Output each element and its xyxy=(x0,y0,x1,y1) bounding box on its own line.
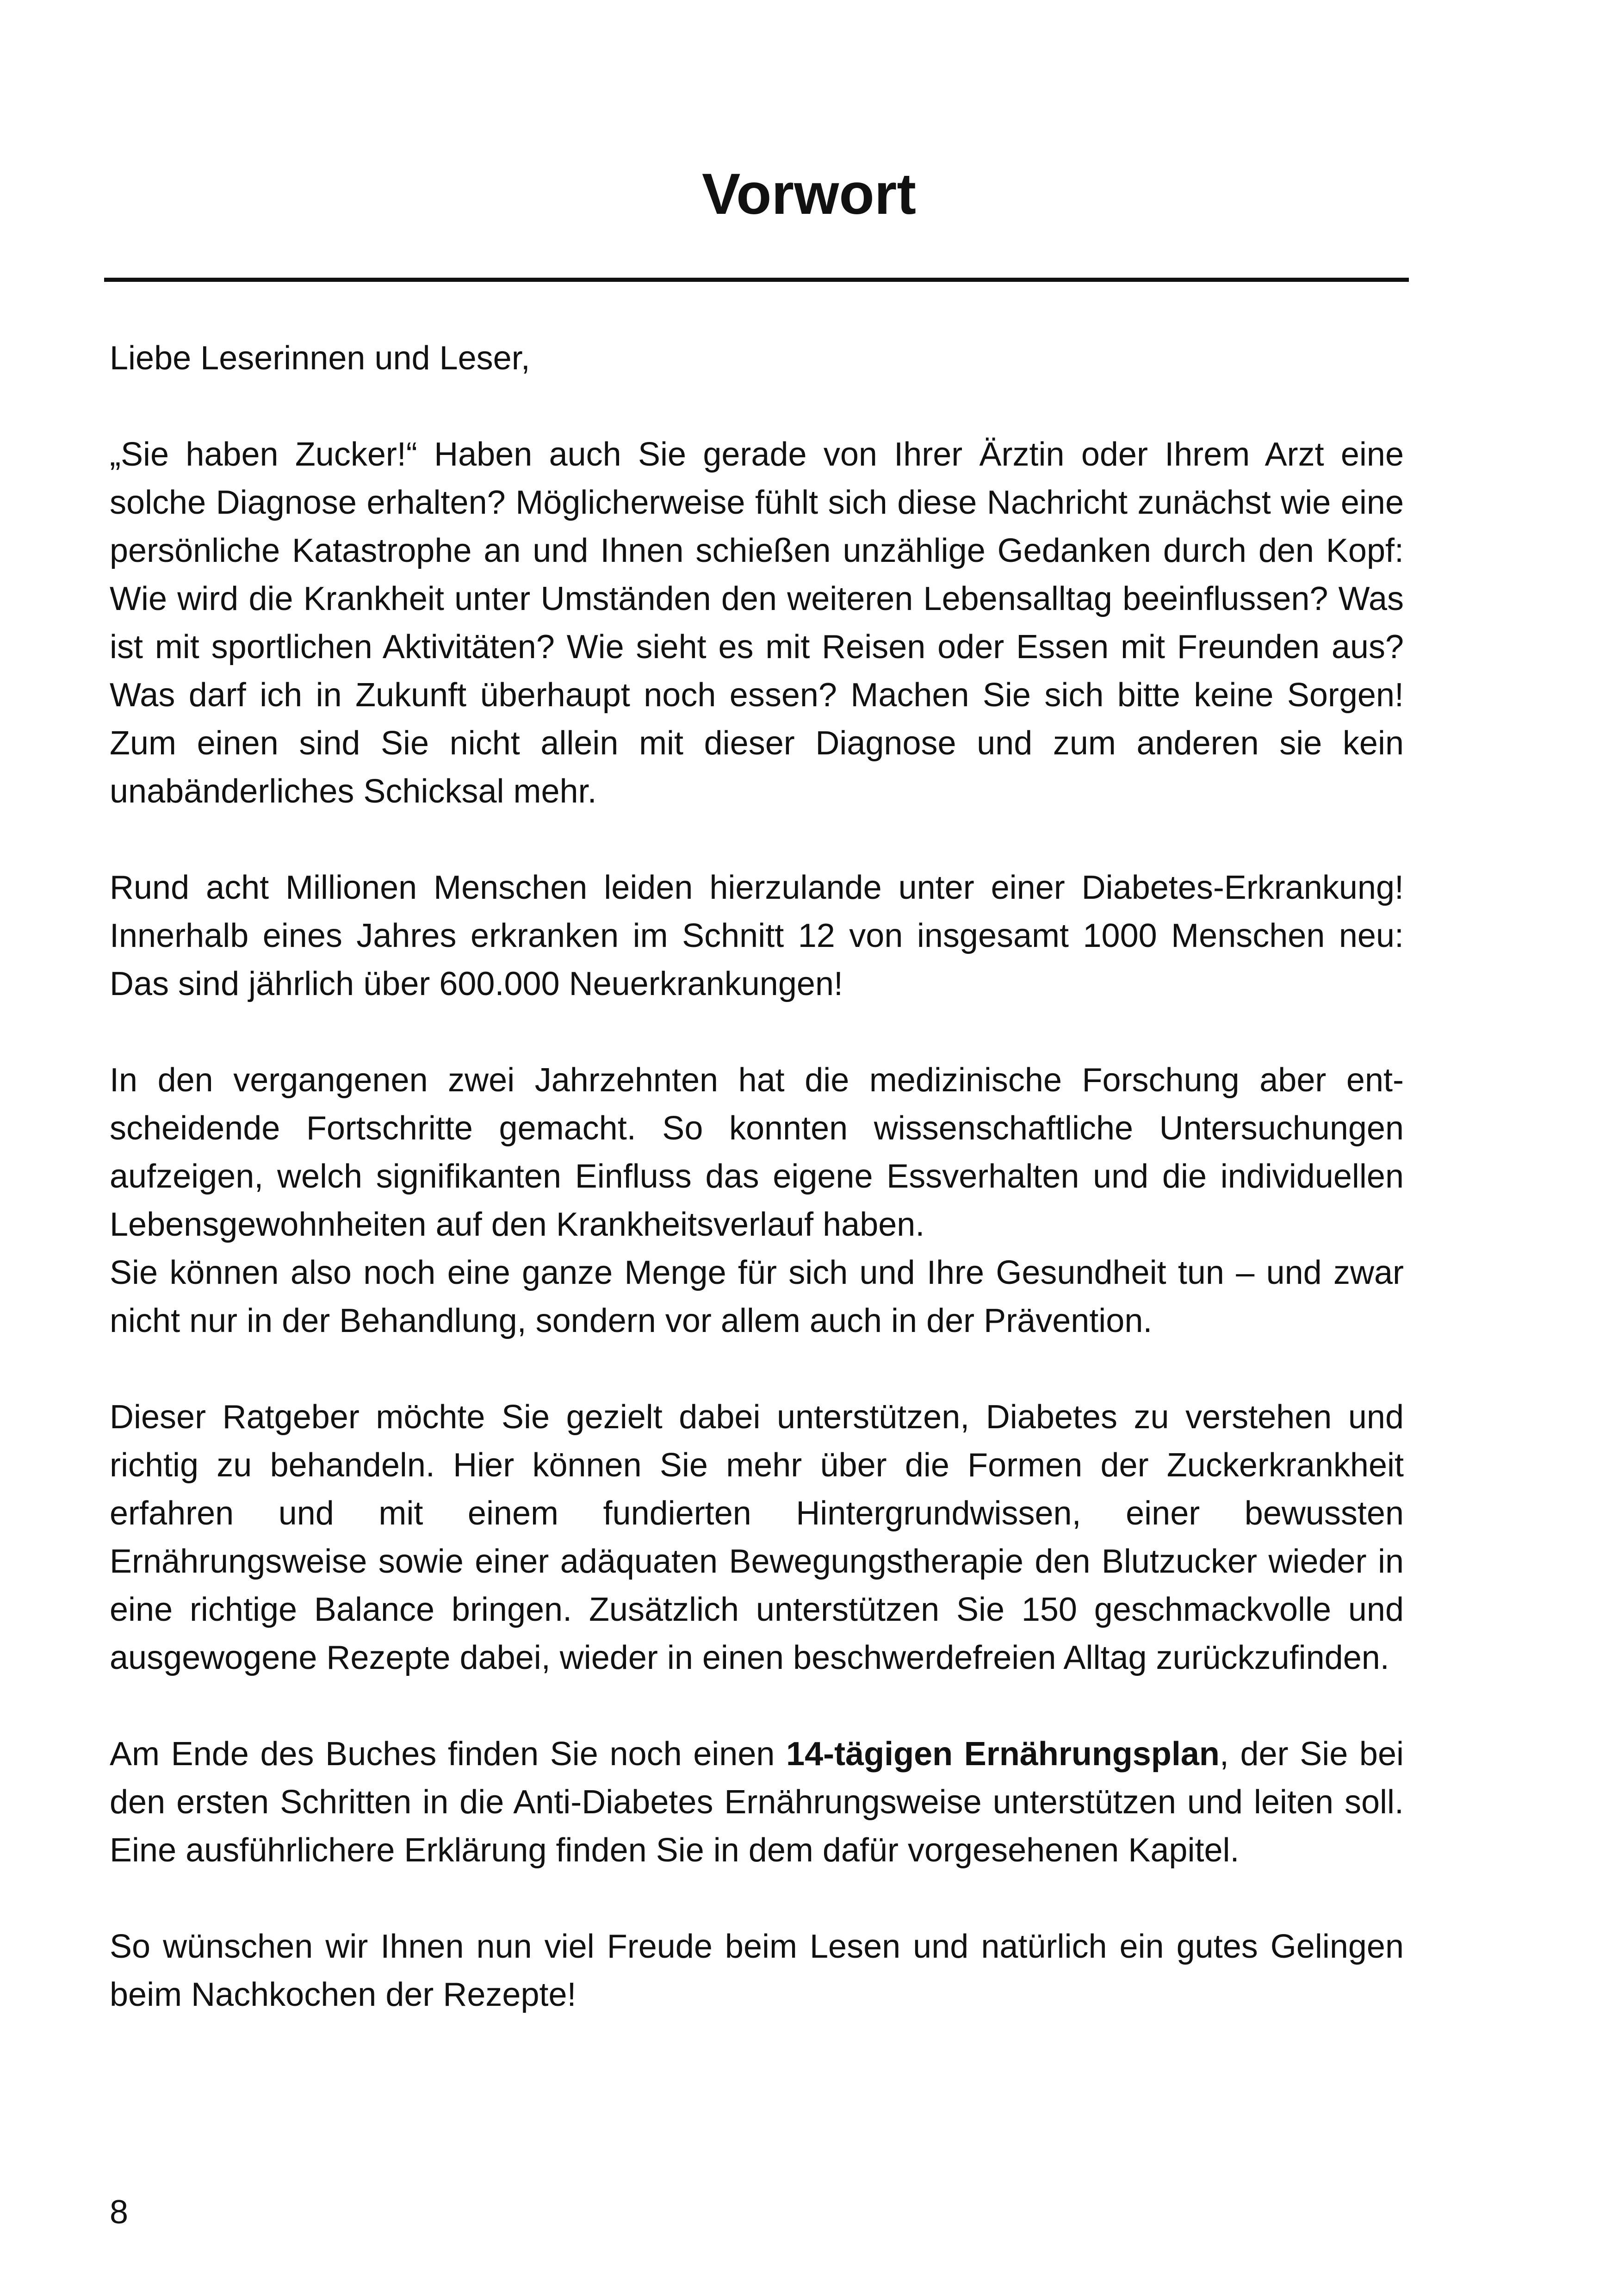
paragraph-statistics: Rund acht Millionen Menschen leiden hierzulande unter einer Diabetes-Erkrankung! Innerhalb eines Jahres erkranken im Schnitt 12 von insgesamt 1000 Menschen neu: Das sind jährlich über 600.000 Neuerkrankungen! xyxy=(110,869,1404,1002)
paragraph-meal-plan xyxy=(110,1730,1404,1874)
paragraph-research: In den vergangenen zwei Jahrzehnten hat die medizinische Forschung aber entscheidende Fortschritte gemacht. So konnten wissenschaftliche Untersuchungen aufzeigen, welch signifikanten Einfluss das eigene Essverhalten und die individuellen Lebensgewohnheiten auf den Krankheitsverlauf haben. xyxy=(110,1062,1404,1243)
paragraph-closing: So wünschen wir Ihnen nun viel Freude beim Lesen und natürlich ein gutes Gelingen beim Nachkochen der Rezepte! xyxy=(110,1928,1404,2013)
title-divider xyxy=(104,278,1409,282)
salutation: Liebe Leserinnen und Leser, xyxy=(110,340,530,377)
paragraph-guide: Dieser Ratgeber möchte Sie gezielt dabei unterstützen, Diabetes zu verstehen und richtig zu behandeln. Hier können Sie mehr über die Formen der Zuckerkrankheit erfahren und mit einem fundierten Hintergrundwissen, einer bewussten Ernährungsweise sowie einer adäquaten Bewegungstherapie den Blutzucker wieder in eine richtige Balance bringen. Zusätzlich unterstützen Sie 150 geschmackvolle und ausgewogene Rezepte dabei, wieder in einen beschwerdefreien Alltag zurückzufinden. xyxy=(110,1399,1404,1676)
page-number: 8 xyxy=(110,2194,129,2231)
meal-plan-text-before: Am Ende des Buches finden Sie noch einen xyxy=(110,1736,787,1773)
meal-plan-text-after: , der Sie bei den ersten Schritten in die Anti-Diabetes Ernährungsweise unterstützen und leiten soll. Eine ausführlichere Erklärung finden Sie in dem dafür vorgesehenen Kapitel. xyxy=(110,1736,1404,1869)
paragraph-prevention: Sie können also noch eine ganze Menge für sich und Ihre Gesundheit tun – und zwar nicht nur in der Behandlung, sondern vor allem auch in der Prävention. xyxy=(110,1254,1404,1339)
body-text xyxy=(110,334,1404,2067)
paragraph-diagnosis: „Sie haben Zucker!“ Haben auch Sie gerade von Ihrer Ärztin oder Ihrem Arzt eine solche Diagnose erhalten? Möglicherweise fühlt sich diese Nachricht zunächst wie eine persönliche Katastrophe an und Ihnen schießen unzählige Gedanken durch den Kopf: Wie wird die Krankheit unter Umständen den weiteren Lebensalltag beeinflussen? Was ist mit sportlichen Aktivitäten? Wie sieht es mit Reisen oder Essen mit Freunden aus? Was darf ich in Zukunft überhaupt noch essen? Machen Sie sich bitte keine Sorgen! Zum einen sind Sie nicht allein mit dieser Diagnose und zum anderen sie kein unabänderliches Schicksal mehr. xyxy=(110,436,1404,810)
page-title: Vorwort xyxy=(702,162,916,226)
meal-plan-highlight: 14-tägigen Ernährungsplan xyxy=(786,1736,1220,1773)
